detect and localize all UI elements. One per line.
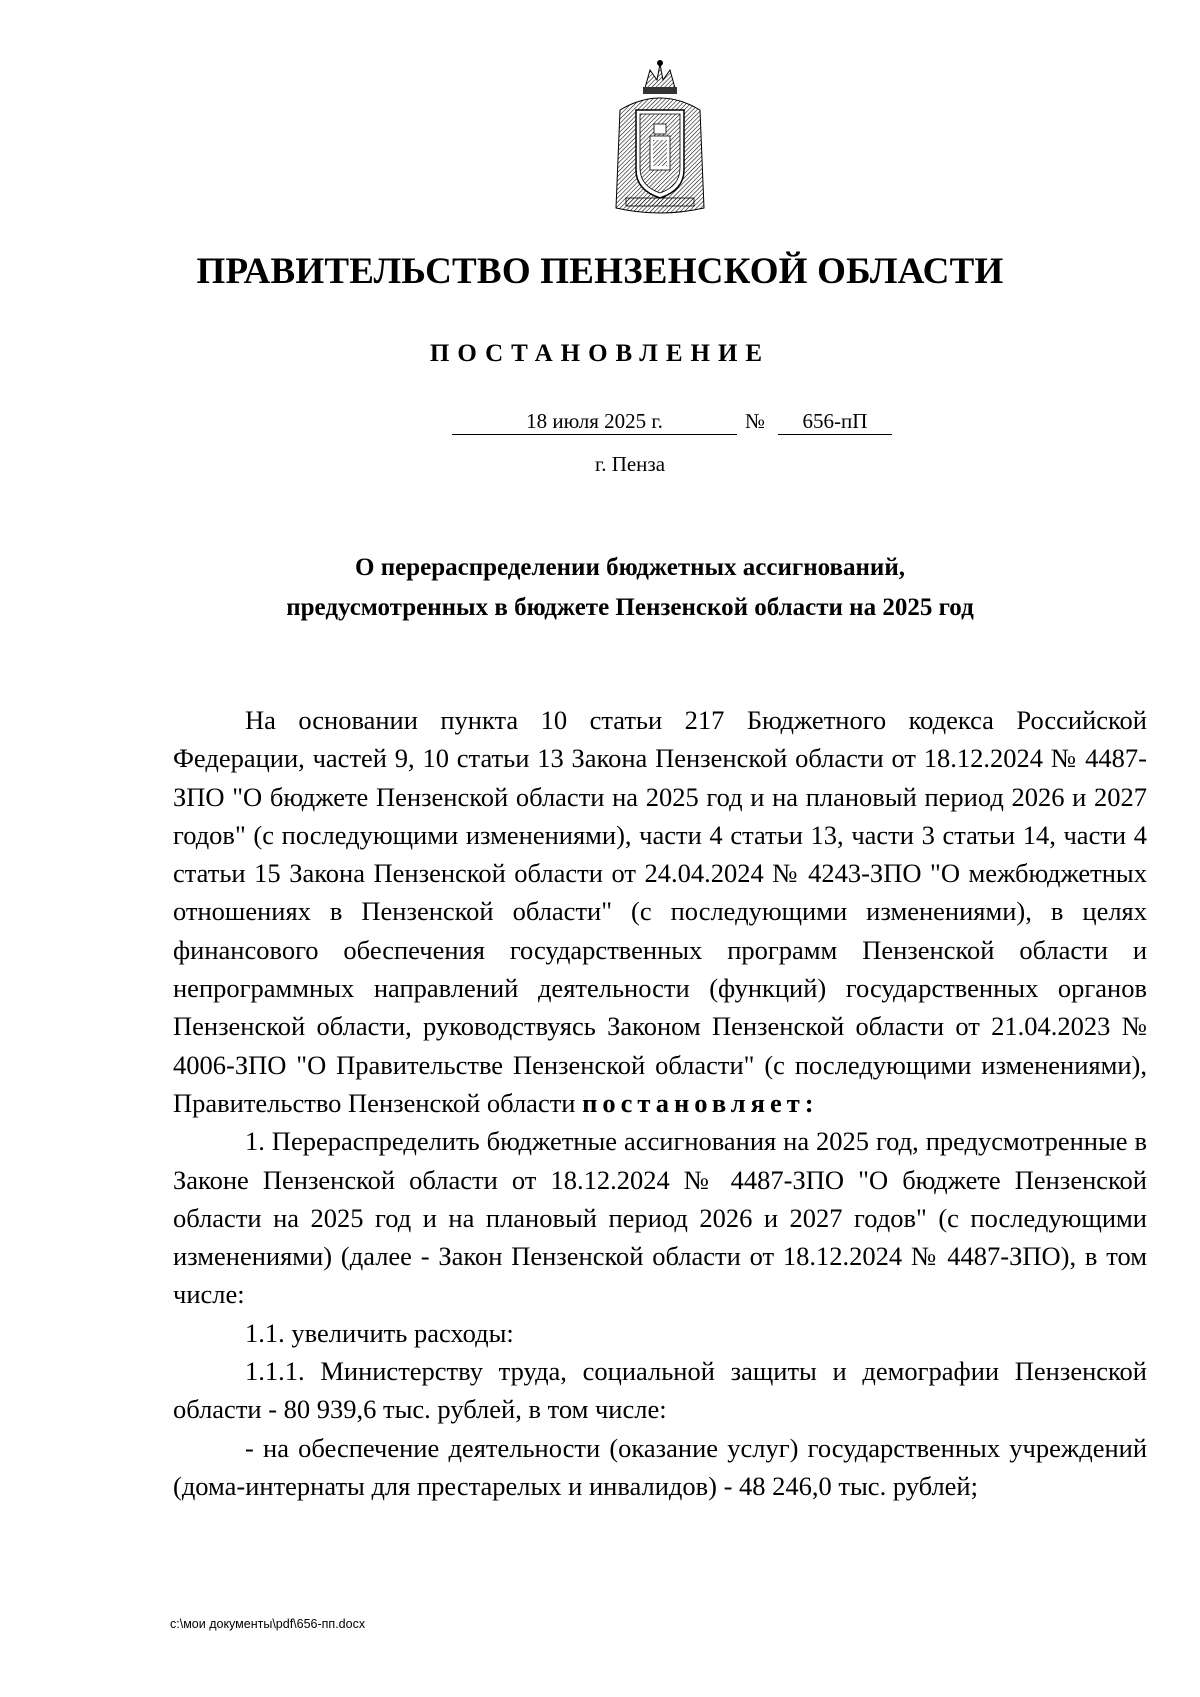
- number-sign: №: [745, 409, 766, 433]
- document-body: [173, 701, 1147, 1505]
- document-date: 18 июля 2025 г.: [452, 408, 737, 435]
- paragraph-item: - на обеспечение деятельности (оказание услуг) государственных учреждений (дома-интернаты для престарелых и инвалидов) - 48 246,0 тыс. рублей;: [173, 1432, 1147, 1501]
- date-number-line: [0, 408, 1200, 438]
- document-type: ПОСТАНОВЛЕНИЕ: [429, 340, 771, 367]
- paragraph-1-1-1: 1.1.1. Министерству труда, социальной защиты и демографии Пензенской области - 80 939,6 тыс. рублей, в том числе:: [173, 1356, 1147, 1425]
- organization-title: ПРАВИТЕЛЬСТВО ПЕНЗЕНСКОЙ ОБЛАСТИ: [196, 251, 1004, 292]
- paragraph-1-1: 1.1. увеличить расходы:: [245, 1317, 514, 1348]
- document-number: 656-пП: [778, 408, 892, 435]
- city: г. Пенза: [594, 452, 666, 476]
- resolves-word: постановляет:: [582, 1087, 819, 1118]
- preamble-text: На основании пункта 10 статьи 217 Бюджетного кодекса Российской Федерации, частей 9, 10 статьи 13 Закона Пензенской области от 18.12.2024 № 4487-ЗПО "О бюджете Пензенской области на 2025 год и на плановый период 2026 и 2027 годов" (с последующими изменениями), части 4 статьи 13, части 3 статьи 14, части 4 статьи 15 Закона Пензенской области от 24.04.2024 № 4243-ЗПО "О межбюджетных отношениях в Пензенской области" (с последующими изменениями), в целях финансового обеспечения государственных программ Пензенской области и непрограммных направлений деятельности (функций) государственных органов Пензенской области, руководствуясь Законом Пензенской области от 21.04.2023 № 4006-ЗПО "О Правительстве Пензенской области" (с последующими изменениями), Правительство Пензенской области: [173, 705, 1147, 1118]
- paragraph-1: 1. Перераспределить бюджетные ассигнования на 2025 год, предусмотренные в Законе Пензенской области от 18.12.2024 № 4487-ЗПО "О бюджете Пензенской области на 2025 год и на плановый период 2026 и 2027 годов" (с последующими изменениями) (далее - Закон Пензенской области от 18.12.2024 № 4487-ЗПО), в том числе:: [173, 1126, 1147, 1310]
- document-subject: [0, 548, 1200, 628]
- subject-line-2: предусмотренных в бюджете Пензенской области на 2025 год: [286, 594, 974, 621]
- preamble-paragraph: [173, 701, 1147, 1122]
- subject-line-1: О перераспределении бюджетных ассигнований,: [355, 554, 905, 581]
- file-path-footer: c:\мои документы\pdf\656-пп.docx: [170, 1617, 366, 1631]
- coat-of-arms-emblem: [600, 58, 720, 218]
